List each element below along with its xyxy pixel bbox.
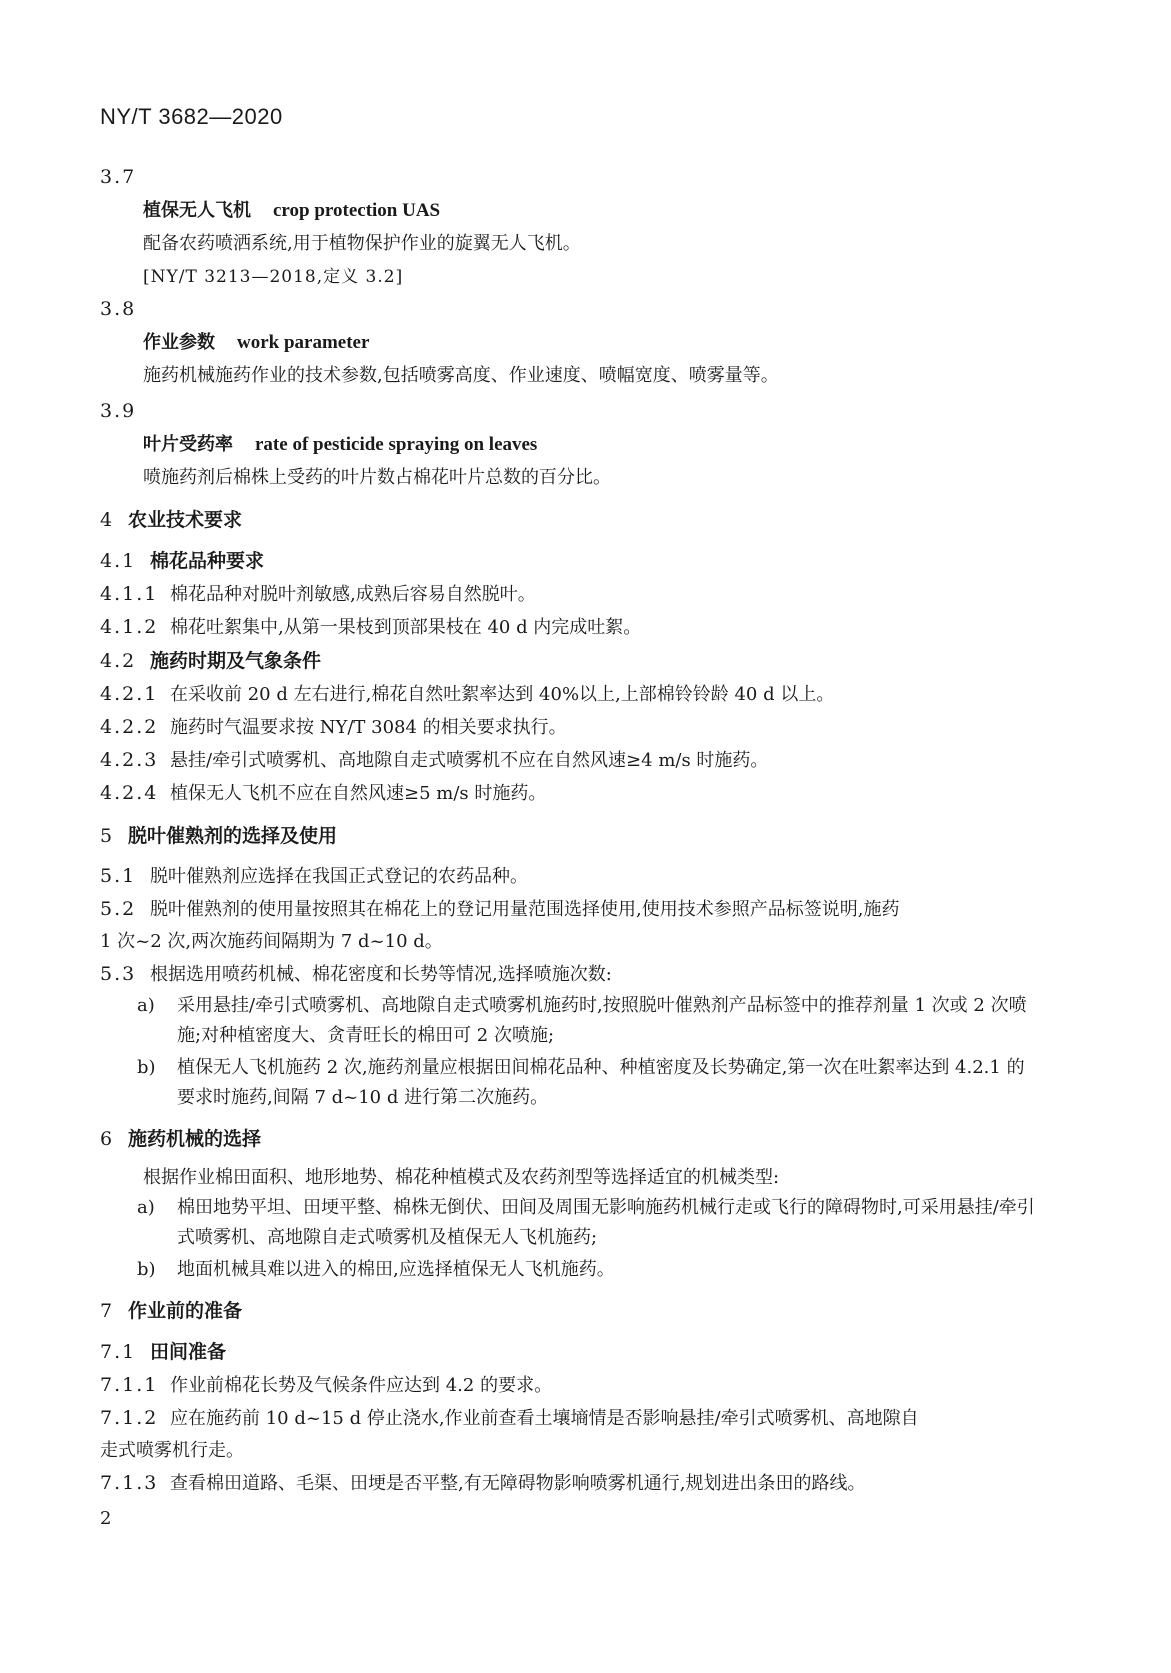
clause bbox=[100, 893, 1040, 926]
term-zh: 叶片受药率 bbox=[143, 434, 233, 455]
list-item bbox=[137, 1053, 1040, 1113]
term-definition: 喷施药剂后棉株上受药的叶片数占棉花叶片总数的百分比。 bbox=[143, 467, 611, 488]
clause bbox=[100, 744, 1040, 777]
clause bbox=[100, 711, 1040, 744]
clause bbox=[100, 1467, 1040, 1500]
clause bbox=[100, 777, 1040, 810]
clause-number: 4.2.3 bbox=[100, 749, 159, 771]
clause-number: 5.3 bbox=[100, 963, 137, 985]
list-item bbox=[137, 1255, 1040, 1285]
term-number: 3.7 bbox=[100, 166, 137, 188]
clause bbox=[100, 578, 1040, 611]
clause-number: 4.2.1 bbox=[100, 683, 159, 705]
list-item bbox=[137, 991, 1040, 1051]
list-marker: b) bbox=[137, 1259, 156, 1280]
clause-text: 施药时气温要求按 NY/T 3084 的相关要求执行。 bbox=[170, 717, 567, 738]
clause bbox=[100, 611, 1040, 644]
page-number: 2 bbox=[100, 1508, 112, 1529]
subsection-title: 棉花品种要求 bbox=[150, 550, 265, 572]
clause-number: 5.1 bbox=[100, 865, 137, 887]
list-marker: b) bbox=[137, 1057, 156, 1078]
section-title: 脱叶催熟剂的选择及使用 bbox=[128, 825, 338, 847]
subsection-title: 施药时期及气象条件 bbox=[150, 650, 322, 672]
clause bbox=[100, 860, 1040, 893]
clause bbox=[100, 678, 1040, 711]
clause-text: 查看棉田道路、毛渠、田埂是否平整,有无障碍物影响喷雾机通行,规划进出条田的路线。 bbox=[170, 1473, 866, 1494]
subsection-heading bbox=[100, 544, 1040, 578]
subsection-number: 7.1 bbox=[100, 1341, 137, 1363]
section-heading bbox=[100, 812, 1040, 860]
term-title bbox=[143, 428, 1040, 462]
subsection-heading bbox=[100, 1335, 1040, 1369]
term-zh: 植保无人飞机 bbox=[143, 200, 251, 221]
subsection-title: 田间准备 bbox=[150, 1341, 227, 1363]
section-intro: 根据作业棉田面积、地形地势、棉花种植模式及农药剂型等选择适宜的机械类型: bbox=[143, 1167, 780, 1188]
clause-text: 在采收前 20 d 左右进行,棉花自然吐絮率达到 40%以上,上部棉铃铃龄 40 d 以上。 bbox=[170, 684, 835, 705]
section-title: 农业技术要求 bbox=[128, 509, 243, 531]
term-en: rate of pesticide spraying on leaves bbox=[255, 434, 538, 455]
term-en: work parameter bbox=[237, 332, 370, 353]
clause-text: 作业前棉花长势及气候条件应达到 4.2 的要求。 bbox=[170, 1375, 553, 1396]
list-text: 植保无人飞机施药 2 次,施药剂量应根据田间棉花品种、种植密度及长势确定,第一次在吐絮率达到 4.2.1 的要求时施药,间隔 7 d~10 d 进行第二次施药。 bbox=[177, 1057, 1025, 1108]
clause bbox=[100, 1369, 1040, 1402]
clause bbox=[100, 1402, 1040, 1435]
list-text: 棉田地势平坦、田埂平整、棉株无倒伏、田间及周围无影响施药机械行走或飞行的障碍物时,可采用悬挂/牵引式喷雾机、高地隙自走式喷雾机及植保无人飞机施药; bbox=[177, 1197, 1035, 1248]
clause-number: 7.1.2 bbox=[100, 1407, 159, 1429]
list-text: 采用悬挂/牵引式喷雾机、高地隙自走式喷雾机施药时,按照脱叶催熟剂产品标签中的推荐剂量 1 次或 2 次喷施;对种植密度大、贪青旺长的棉田可 2 次喷施; bbox=[177, 995, 1027, 1046]
section-title: 作业前的准备 bbox=[128, 1300, 243, 1322]
section-number: 5 bbox=[100, 825, 113, 847]
clause-text: 脱叶催熟剂的使用量按照其在棉花上的登记用量范围选择使用,使用技术参照产品标签说明,施药 bbox=[150, 899, 900, 920]
term-number: 3.9 bbox=[100, 400, 137, 422]
clause-text: 脱叶催熟剂应选择在我国正式登记的农药品种。 bbox=[150, 866, 528, 887]
clause-text: 悬挂/牵引式喷雾机、高地隙自走式喷雾机不应在自然风速≥4 m/s 时施药。 bbox=[170, 750, 769, 771]
section-heading bbox=[100, 496, 1040, 544]
clause-number: 4.1.1 bbox=[100, 583, 159, 605]
list-text: 地面机械具难以进入的棉田,应选择植保无人飞机施药。 bbox=[177, 1259, 615, 1280]
clause-number: 7.1.1 bbox=[100, 1374, 159, 1396]
clause-text: 根据选用喷药机械、棉花密度和长势等情况,选择喷施次数: bbox=[150, 964, 612, 985]
term-definition: 施药机械施药作业的技术参数,包括喷雾高度、作业速度、喷幅宽度、喷雾量等。 bbox=[143, 365, 779, 386]
section-number: 6 bbox=[100, 1128, 113, 1150]
term-reference: [NY/T 3213—2018,定义 3.2] bbox=[143, 267, 404, 287]
clause-text: 棉花品种对脱叶剂敏感,成熟后容易自然脱叶。 bbox=[170, 584, 536, 605]
subsection-number: 4.2 bbox=[100, 650, 137, 672]
list-marker: a) bbox=[137, 1197, 155, 1218]
term-zh: 作业参数 bbox=[143, 332, 215, 353]
clause-continuation: 走式喷雾机行走。 bbox=[100, 1440, 244, 1461]
clause-continuation: 1 次~2 次,两次施药间隔期为 7 d~10 d。 bbox=[100, 931, 443, 952]
section-number: 7 bbox=[100, 1300, 113, 1322]
document-body bbox=[100, 160, 1040, 1500]
section-number: 4 bbox=[100, 509, 113, 531]
section-heading bbox=[100, 1115, 1040, 1163]
clause-text: 棉花吐絮集中,从第一果枝到顶部果枝在 40 d 内完成吐絮。 bbox=[170, 617, 642, 638]
list-marker: a) bbox=[137, 995, 155, 1016]
subsection-number: 4.1 bbox=[100, 550, 137, 572]
term-number: 3.8 bbox=[100, 298, 137, 320]
list-item bbox=[137, 1193, 1040, 1253]
clause bbox=[100, 958, 1040, 991]
term-title bbox=[143, 194, 1040, 228]
clause-number: 4.1.2 bbox=[100, 616, 159, 638]
clause-number: 7.1.3 bbox=[100, 1472, 159, 1494]
clause-text: 植保无人飞机不应在自然风速≥5 m/s 时施药。 bbox=[170, 783, 547, 804]
section-heading bbox=[100, 1287, 1040, 1335]
term-title bbox=[143, 326, 1040, 360]
section-title: 施药机械的选择 bbox=[128, 1128, 262, 1150]
subsection-heading bbox=[100, 644, 1040, 678]
clause-number: 4.2.2 bbox=[100, 716, 159, 738]
clause-number: 5.2 bbox=[100, 898, 137, 920]
clause-number: 4.2.4 bbox=[100, 782, 159, 804]
doc-code-header: NY/T 3682—2020 bbox=[100, 104, 283, 129]
term-en: crop protection UAS bbox=[273, 200, 441, 221]
term-definition: 配备农药喷洒系统,用于植物保护作业的旋翼无人飞机。 bbox=[143, 233, 581, 254]
clause-text: 应在施药前 10 d~15 d 停止浇水,作业前查看土壤墒情是否影响悬挂/牵引式喷雾机、高地隙自 bbox=[170, 1408, 919, 1429]
